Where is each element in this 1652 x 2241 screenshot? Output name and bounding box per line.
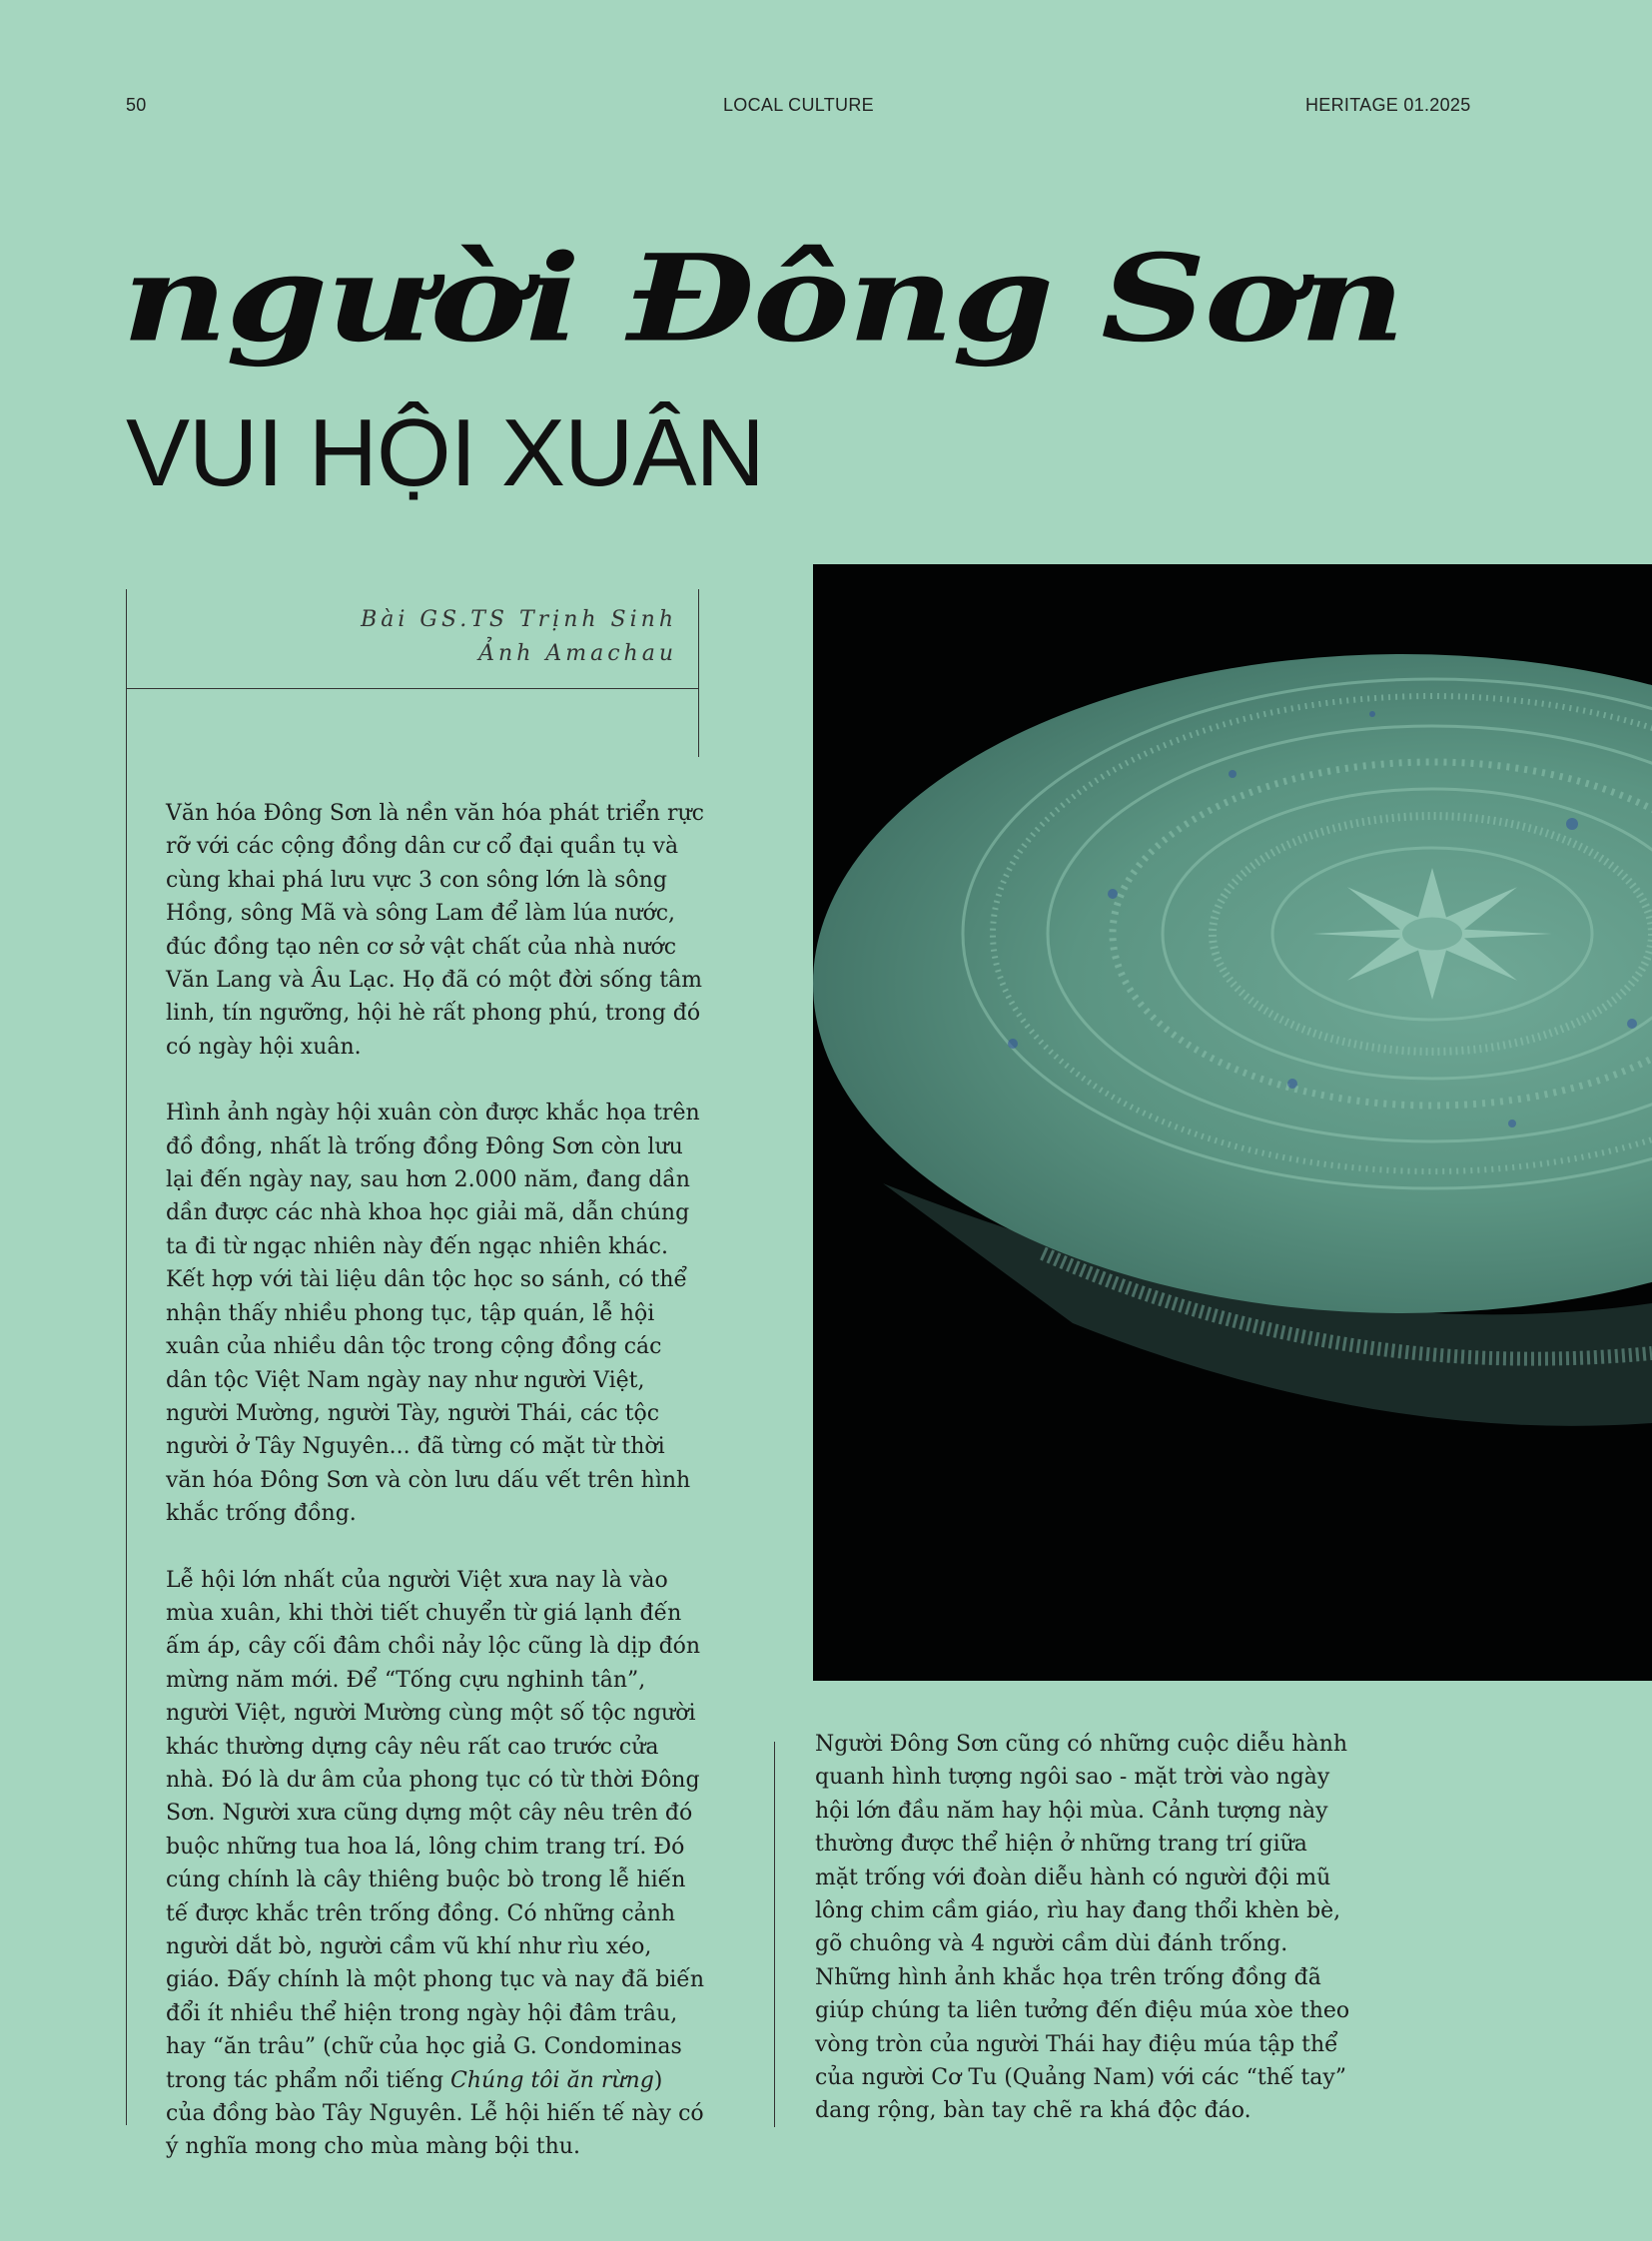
byline-right-rule [698,589,699,757]
paragraph-1: Văn hóa Đông Sơn là nền văn hóa phát triển rực rỡ với các cộng đồng dân cư cổ đại quần tụ và cùng khai phá lưu vực 3 con sông lớn là sông Hồng, sông Mã và sông Lam để làm lúa nước, đúc đồng tạo nên cơ sở vật chất của nhà nước Văn Lang và Âu Lạc. Họ đã có một đời sống tâm linh, tín ngưỡng, hội hè rất phong phú, trong đó có ngày hội xuân. [166,801,704,1060]
book-title: Chúng tôi ăn rừng [450,2067,654,2093]
article-column-left [166,797,705,2197]
bronze-drum-illustration [813,564,1652,1681]
article-column-right [815,1728,1354,2161]
article-title: người Đông Sơn [122,228,1404,370]
bronze-drum-photo [813,564,1652,1681]
article-subtitle: VUI HỘI XUÂN [126,399,764,506]
byline-left-rule [126,589,127,2125]
byline-bottom-rule [126,688,699,689]
paragraph-2: Hình ảnh ngày hội xuân còn được khắc họa trên đồ đồng, nhất là trống đồng Đông Sơn còn lưu lại đến ngày nay, sau hơn 2.000 năm, đang dần dần được các nhà khoa học giải mã, dẫn chúng ta đi từ ngạc nhiên này đến ngạc nhiên khác. Kết hợp với tài liệu dân tộc học so sánh, có thể nhận thấy nhiều phong tục, tập quán, lễ hội xuân của nhiều dân tộc trong cộng đồng các dân tộc Việt Nam ngày nay như người Việt, người Mường, người Tày, người Thái, các tộc người ở Tây Nguyên... đã từng có mặt từ thời văn hóa Đông Sơn và còn lưu dấu vết trên hình khắc trống đồng. [166,1101,700,1527]
author-credit: Bài GS.TS Trịnh Sinh [361,607,677,632]
page-number: 50 [126,95,147,115]
section-label: LOCAL CULTURE [723,95,874,115]
paragraph-3-text-b: ) của đồng bào Tây Nguyên. Lễ hội hiến tế này có ý nghĩa mong cho mùa màng bội thu. [166,2067,704,2160]
paragraph-3-text-a: Lễ hội lớn nhất của người Việt xưa nay là vào mùa xuân, khi thời tiết chuyển từ giá lạnh đến ấm áp, cây cối đâm chồi nảy lộc cũng là dịp đón mừng năm mới. Để “Tống cựu nghinh tân”, người Việt, người Mường cùng một số tộc người khác thường dựng cây nêu rất cao trước cửa nhà. Đó là dư âm của phong tục có từ thời Đông Sơn. Người xưa cũng dựng một cây nêu trên đó buộc những tua hoa lá, lông chim trang trí. Đó cúng chính là cây thiêng buộc bò trong lễ hiến tế được khắc trên trống đồng. Có những cảnh người dắt bò, người cầm vũ khí như rìu xéo, giáo. Đấy chính là một phong tục và nay đã biến đổi ít nhiều thể hiện trong ngày hội đâm trâu, hay “ăn trâu” (chữ của học giả G. Condominas trong tác phẩm nổi tiếng [166,1567,705,2093]
issue-label: HERITAGE 01.2025 [1305,95,1471,115]
paragraph-4: Người Đông Sơn cũng có những cuộc diễu hành quanh hình tượng ngôi sao - mặt trời vào ngày hội lớn đầu năm hay hội mùa. Cảnh tượng này thường được thể hiện ở những trang trí giữa mặt trống với đoàn diễu hành có người đội mũ lông chim cầm giáo, rìu hay đang thổi khèn bè, gõ chuông và 4 người cầm dùi đánh trống. Những hình ảnh khắc họa trên trống đồng đã giúp chúng ta liên tưởng đến điệu múa xòe theo vòng tròn của người Thái hay điệu múa tập thể của người Cơ Tu (Quảng Nam) với các “thế tay” dang rộng, bàn tay chẽ ra khá độc đáo. [815,1732,1350,2124]
right-column-rule [774,1742,775,2127]
photo-credit: Ảnh Amachau [478,641,677,666]
sun-star-motif [1312,868,1552,1000]
byline [130,603,677,671]
paragraph-3 [166,1564,705,2164]
